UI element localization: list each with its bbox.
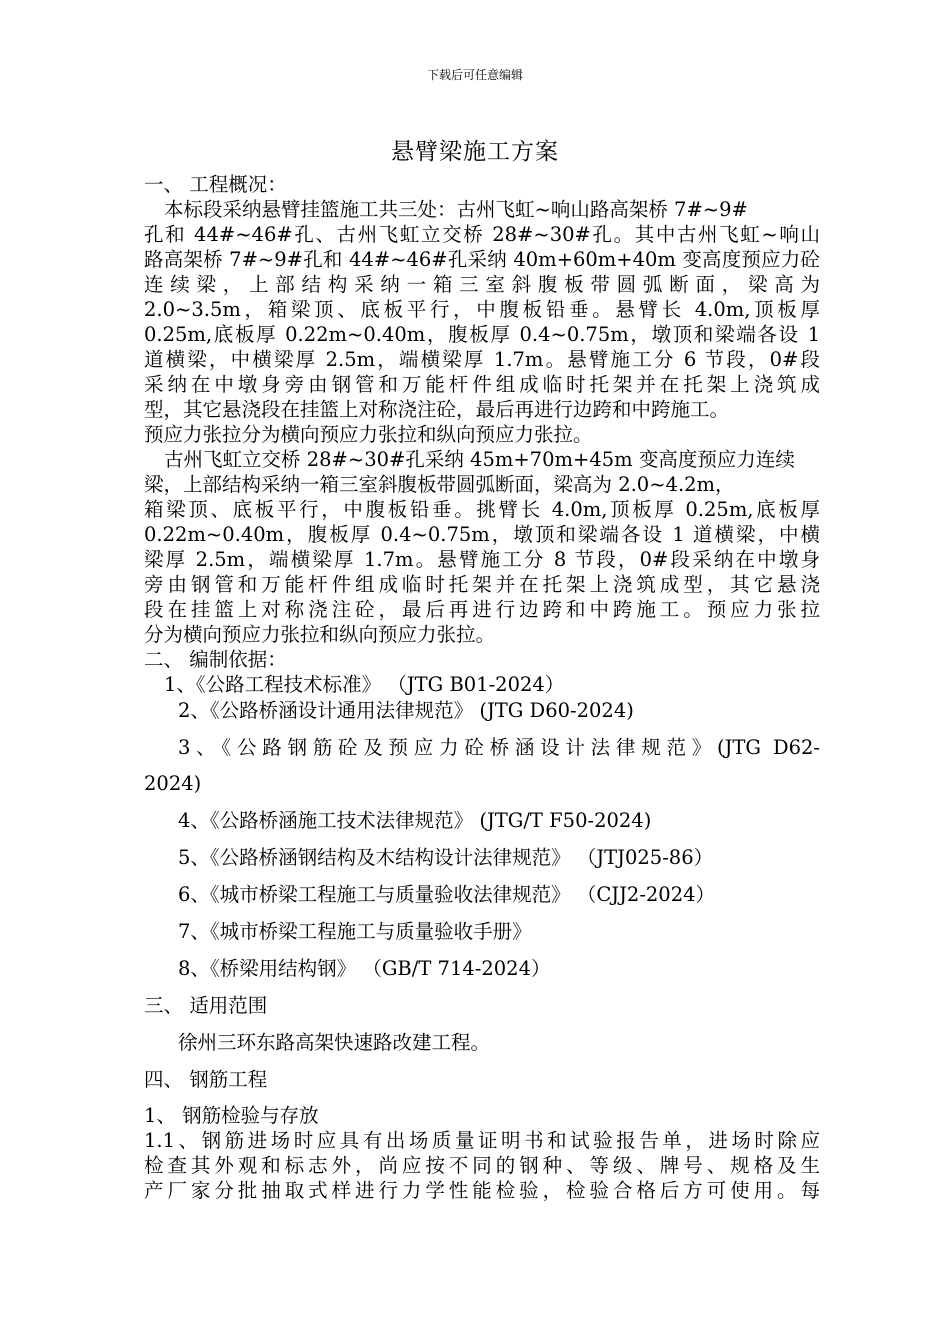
paragraph-line: 1.1、钢筋进场时应具有出场质量证明书和试验报告单，进场时除应	[144, 1129, 820, 1152]
reference-item: 4、《公路桥涵施工技术法律规范》 (JTG/T F50-2024)	[178, 809, 652, 832]
reference-item: 6、《城市桥梁工程施工与质量验收法律规范》 （CJJ2-2024）	[178, 883, 716, 906]
section-heading-overview: 一、 工程概况：	[144, 173, 287, 196]
paragraph-line: 道横梁，中横梁厚 2.5m，端横梁厚 1.7m。悬臂施工分 6 节段，0#段	[144, 348, 820, 371]
paragraph-line: 2.0~3.5m，箱梁顶、底板平行，中腹板铅垂。悬臂长 4.0m,顶板厚	[144, 298, 820, 321]
reference-item-continued: 2024)	[144, 772, 202, 795]
paragraph-line: 检查其外观和标志外，尚应按不同的钢种、等级、牌号、规格及生	[144, 1154, 820, 1177]
document-title: 悬臂梁施工方案	[391, 139, 559, 165]
paragraph-line: 路高架桥 7#~9#孔和 44#~46#孔采纳 40m+60m+40m 变高度预应力砼	[144, 248, 820, 271]
scope-text: 徐州三环东路高架快速路改建工程。	[178, 1031, 491, 1054]
reference-item: 7、《城市桥梁工程施工与质量验收手册》	[178, 920, 532, 943]
paragraph-line: 旁由钢管和万能杆件组成临时托架并在托架上浇筑成型，其它悬浇	[144, 573, 820, 596]
paragraph-line: 预应力张拉分为横向预应力张拉和纵向预应力张拉。	[144, 423, 593, 446]
paragraph-line: 梁厚 2.5m，端横梁厚 1.7m。悬臂施工分 8 节段，0#段采纳在中墩身	[144, 548, 820, 571]
paragraph-line: 采纳在中墩身旁由钢管和万能杆件组成临时托架并在托架上浇筑成	[144, 373, 820, 396]
reference-item: 3、《公路钢筋砼及预应力砼桥涵设计法律规范》(JTG D62-	[178, 736, 820, 759]
paragraph-line: 分为横向预应力张拉和纵向预应力张拉。	[144, 623, 496, 646]
page-header-note: 下载后可任意编辑	[426, 68, 523, 82]
paragraph-line: 0.25m,底板厚 0.22m~0.40m，腹板厚 0.4~0.75m，墩顶和梁端各设 1	[144, 323, 820, 346]
reference-item: 8、《桥梁用结构钢》 （GB/T 714-2024）	[178, 957, 551, 980]
subsection-heading: 1、 钢筋检验与存放	[144, 1104, 319, 1127]
paragraph-line: 本标段采纳悬臂挂篮施工共三处：古州飞虹~响山路高架桥 7#~9#	[164, 198, 748, 221]
paragraph-line: 型，其它悬浇段在挂篮上对称浇注砼，最后再进行边跨和中跨施工。	[144, 398, 730, 421]
paragraph-line: 产厂家分批抽取式样进行力学性能检验，检验合格后方可使用。每	[144, 1179, 820, 1202]
paragraph-line: 连续梁，上部结构采纳一箱三室斜腹板带圆弧断面，梁高为	[144, 273, 820, 296]
paragraph-line: 段在挂篮上对称浇注砼，最后再进行边跨和中跨施工。预应力张拉	[144, 598, 820, 621]
paragraph-line: 0.22m~0.40m，腹板厚 0.4~0.75m，墩顶和梁端各设 1 道横梁，中横	[144, 523, 820, 546]
reference-item: 2、《公路桥涵设计通用法律规范》 (JTG D60-2024)	[178, 699, 634, 722]
section-heading-basis: 二、 编制依据：	[144, 648, 287, 671]
reference-item: 1、《公路工程技术标准》 （JTG B01-2024）	[164, 673, 565, 696]
paragraph-line: 古州飞虹立交桥 28#~30#孔采纳 45m+70m+45m 变高度预应力连续	[164, 448, 795, 471]
reference-item: 5、《公路桥涵钢结构及木结构设计法律规范》 （JTJ025-86）	[178, 846, 714, 869]
paragraph-line: 箱梁顶、底板平行，中腹板铅垂。挑臂长 4.0m,顶板厚 0.25m,底板厚	[144, 498, 820, 521]
paragraph-line: 孔和 44#~46#孔、古州飞虹立交桥 28#~30#孔。其中古州飞虹~响山	[144, 223, 820, 246]
section-heading-scope: 三、 适用范围	[144, 994, 268, 1017]
paragraph-line: 梁，上部结构采纳一箱三室斜腹板带圆弧断面，梁高为 2.0~4.2m，	[144, 473, 735, 496]
section-heading-rebar: 四、 钢筋工程	[144, 1068, 268, 1091]
